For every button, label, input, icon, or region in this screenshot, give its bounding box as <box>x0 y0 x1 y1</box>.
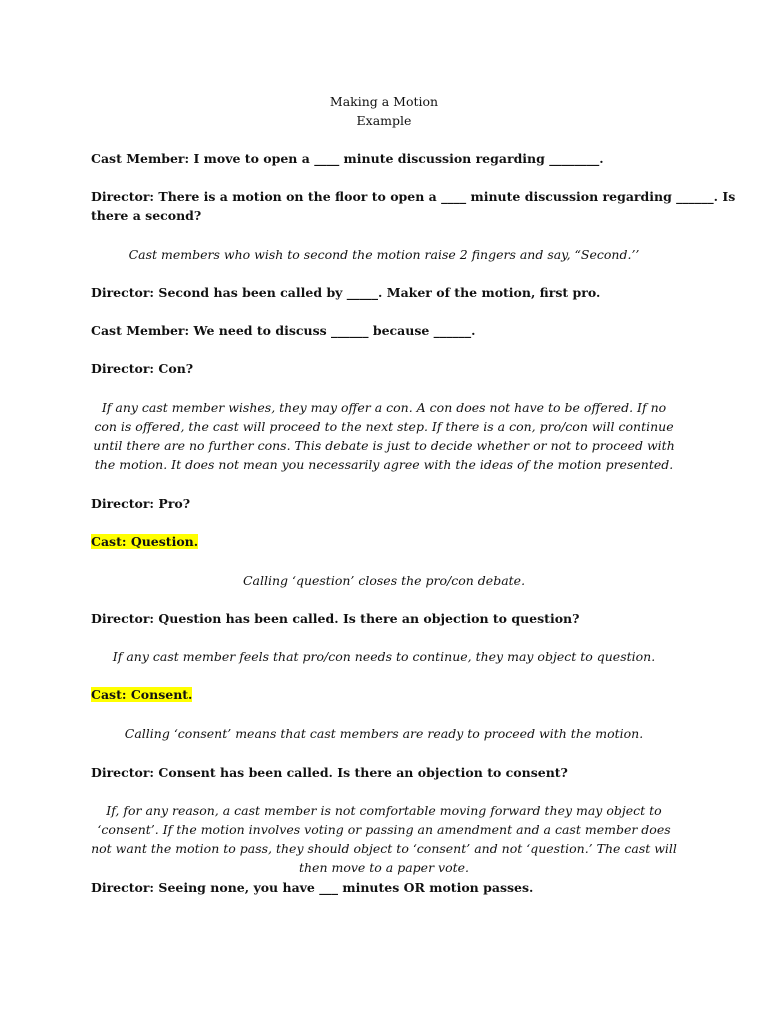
speaker-label: Director: <box>91 189 155 204</box>
dialogue-text: Consent has been called. Is there an objection to consent? <box>154 765 568 780</box>
highlighted-text: Cast: Question. <box>91 534 199 549</box>
highlighted-text: Cast: Consent. <box>91 687 193 702</box>
dialogue-text: Seeing none, you have ___ minutes OR motion passes. <box>154 880 534 895</box>
question-explanation: Calling ‘question’ closes the pro/con debate. <box>242 573 526 588</box>
object-question-explanation: If any cast member feels that pro/con needs to continue, they may object to question. <box>112 649 656 664</box>
director-final-line <box>91 878 677 897</box>
dialogue-text: Pro? <box>154 496 191 511</box>
document-title: Making a Motion <box>329 94 439 109</box>
dialogue-text: We need to discuss ______ because ______. <box>189 323 476 338</box>
speaker-label: Director: <box>91 285 155 300</box>
consent-explanation: Calling ‘consent’ means that cast members are ready to proceed with the motion. <box>124 726 644 741</box>
director-motion-line <box>91 187 736 206</box>
director-pro-line <box>91 494 677 513</box>
speaker-label: Director: <box>91 496 155 511</box>
speaker-label: Director: <box>91 765 155 780</box>
cast-question-line <box>91 532 677 551</box>
dialogue-text: There is a motion on the floor to open a ____ minute discussion regarding ______. Is <box>154 189 736 204</box>
speaker-label: Director: <box>91 361 155 376</box>
dialogue-text: I move to open a ____ minute discussion regarding ________. <box>189 151 604 166</box>
director-con-line <box>91 359 677 378</box>
dialogue-text: Question has been called. Is there an objection to question? <box>154 611 580 626</box>
director-second-called-line <box>91 283 677 302</box>
director-consent-called-line <box>91 763 677 782</box>
director-second-question: there a second? <box>91 208 202 223</box>
dialogue-text: Con? <box>154 361 194 376</box>
director-question-called-line <box>91 609 677 628</box>
document-subtitle: Example <box>356 113 412 128</box>
speaker-label: Director: <box>91 611 155 626</box>
speaker-label: Cast Member: <box>91 323 190 338</box>
speaker-label: Director: <box>91 880 155 895</box>
dialogue-text: Second has been called by _____. Maker of the motion, first pro. <box>154 285 601 300</box>
cast-consent-line <box>91 685 677 704</box>
second-instruction: Cast members who wish to second the motion raise 2 fingers and say, “Second.’’ <box>128 247 640 262</box>
cast-member-motion-line <box>91 149 677 168</box>
speaker-label: Cast Member: <box>91 151 190 166</box>
consent-objection-paragraph: If, for any reason, a cast member is not comfortable moving forward they may object to ‘consent’. If the motion involves voting or passing an amendment and a cast member does not want the motion to pass, they should object to ‘consent’ and not ‘question.’ The cast will then move to a paper vote. <box>91 803 677 875</box>
con-explanation-paragraph: If any cast member wishes, they may offer a con. A con does not have to be offered. If no con is offered, the cast will proceed to the next step. If there is a con, pro/con will continue until there are no further cons. This debate is just to decide whether or not to proceed with the motion. It does not mean you necessarily agree with the ideas of the motion presented. <box>93 400 675 472</box>
cast-member-discuss-line <box>91 321 677 340</box>
